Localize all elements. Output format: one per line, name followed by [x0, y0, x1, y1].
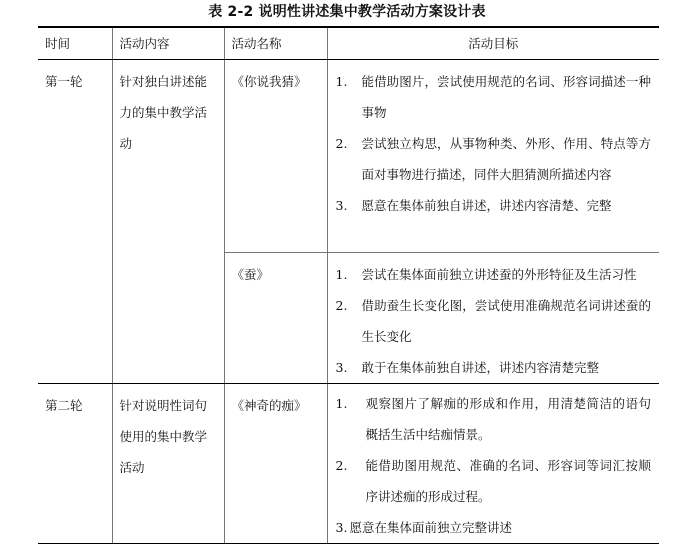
- goal-number: 2.: [335, 457, 348, 473]
- activity-2-goal-list: [328, 253, 660, 383]
- goal-item: [336, 388, 652, 450]
- goal-text: 观察图片了解痂的形成和作用，用清楚简洁的语句概括生活中结痂情景。: [365, 395, 651, 442]
- goal-item: [336, 190, 652, 221]
- round-1-time-cell: [38, 59, 112, 383]
- round-2-content: 针对说明性词句使用的集中教学活动: [119, 397, 208, 475]
- goal-number: 3.: [335, 359, 348, 375]
- activity-3-name-cell: [224, 383, 327, 543]
- goal-item: [336, 128, 652, 190]
- goal-item: [336, 352, 652, 383]
- goal-number: 2.: [335, 135, 348, 151]
- round-1-content-cell: [112, 59, 224, 383]
- activity-1-goal-list: [328, 60, 660, 221]
- header-content: 活动内容: [112, 27, 224, 59]
- goal-text: 尝试独立构思，从事物种类、外形、作用、特点等方面对事物进行描述，同伴大胆猜测所描述内容: [361, 135, 651, 182]
- round-1-time: 第一轮: [45, 73, 83, 89]
- activity-1-name-cell: [224, 59, 327, 252]
- activity-2-name-cell: [224, 252, 327, 383]
- table-caption: 表 2-2 说明性讲述集中教学活动方案设计表: [208, 4, 486, 20]
- goal-text: 能借助图用规范、准确的名词、形容词等词汇按顺序讲述痂的形成过程。: [365, 457, 651, 504]
- goal-number: 2.: [335, 297, 348, 313]
- activity-3-goal-list: [328, 384, 660, 543]
- goal-item: [336, 66, 652, 128]
- goal-item: [336, 290, 652, 352]
- activity-3-goals-cell: [327, 383, 659, 543]
- activity-2-goals-cell: [327, 252, 659, 383]
- table-header-row: [38, 27, 659, 59]
- goal-item: [336, 512, 652, 543]
- goal-text: 愿意在集体前独自讲述，讲述内容清楚、完整: [361, 197, 612, 213]
- round-2-time: 第二轮: [45, 397, 83, 413]
- goal-text: 愿意在集体面前独立完整讲述: [349, 519, 513, 535]
- goal-item: [336, 450, 652, 512]
- round-1-content: 针对独白讲述能力的集中教学活动: [119, 73, 208, 151]
- header-goal: 活动目标: [327, 27, 659, 59]
- goal-text: 尝试在集体面前独立讲述蚕的外形特征及生活习性: [361, 266, 637, 282]
- round-2-time-cell: [38, 383, 112, 543]
- goal-text: 借助蚕生长变化图，尝试使用准确规范名词讲述蚕的生长变化: [361, 297, 651, 344]
- goal-item: [336, 259, 652, 290]
- goal-number: 1.: [335, 266, 348, 282]
- table-row: [38, 383, 659, 543]
- goal-number: 3.: [335, 197, 348, 213]
- round-2-content-cell: [112, 383, 224, 543]
- goal-number: 3.: [335, 519, 348, 535]
- header-time: 时间: [38, 27, 112, 59]
- goal-text: 敢于在集体前独自讲述，讲述内容清楚完整: [361, 359, 600, 375]
- goal-text: 能借助图片，尝试使用规范的名词、形容词描述一种事物: [361, 73, 651, 120]
- goal-number: 1.: [335, 395, 348, 411]
- activity-3-name: 《神奇的痂》: [231, 397, 307, 413]
- activity-1-goals-cell: [327, 59, 659, 252]
- goal-number: 1.: [335, 73, 348, 89]
- activity-1-name: 《你说我猜》: [231, 73, 307, 89]
- activity-2-name: 《蚕》: [231, 266, 270, 282]
- header-name: 活动名称: [224, 27, 327, 59]
- activity-design-table: [38, 26, 659, 544]
- table-row: [38, 59, 659, 252]
